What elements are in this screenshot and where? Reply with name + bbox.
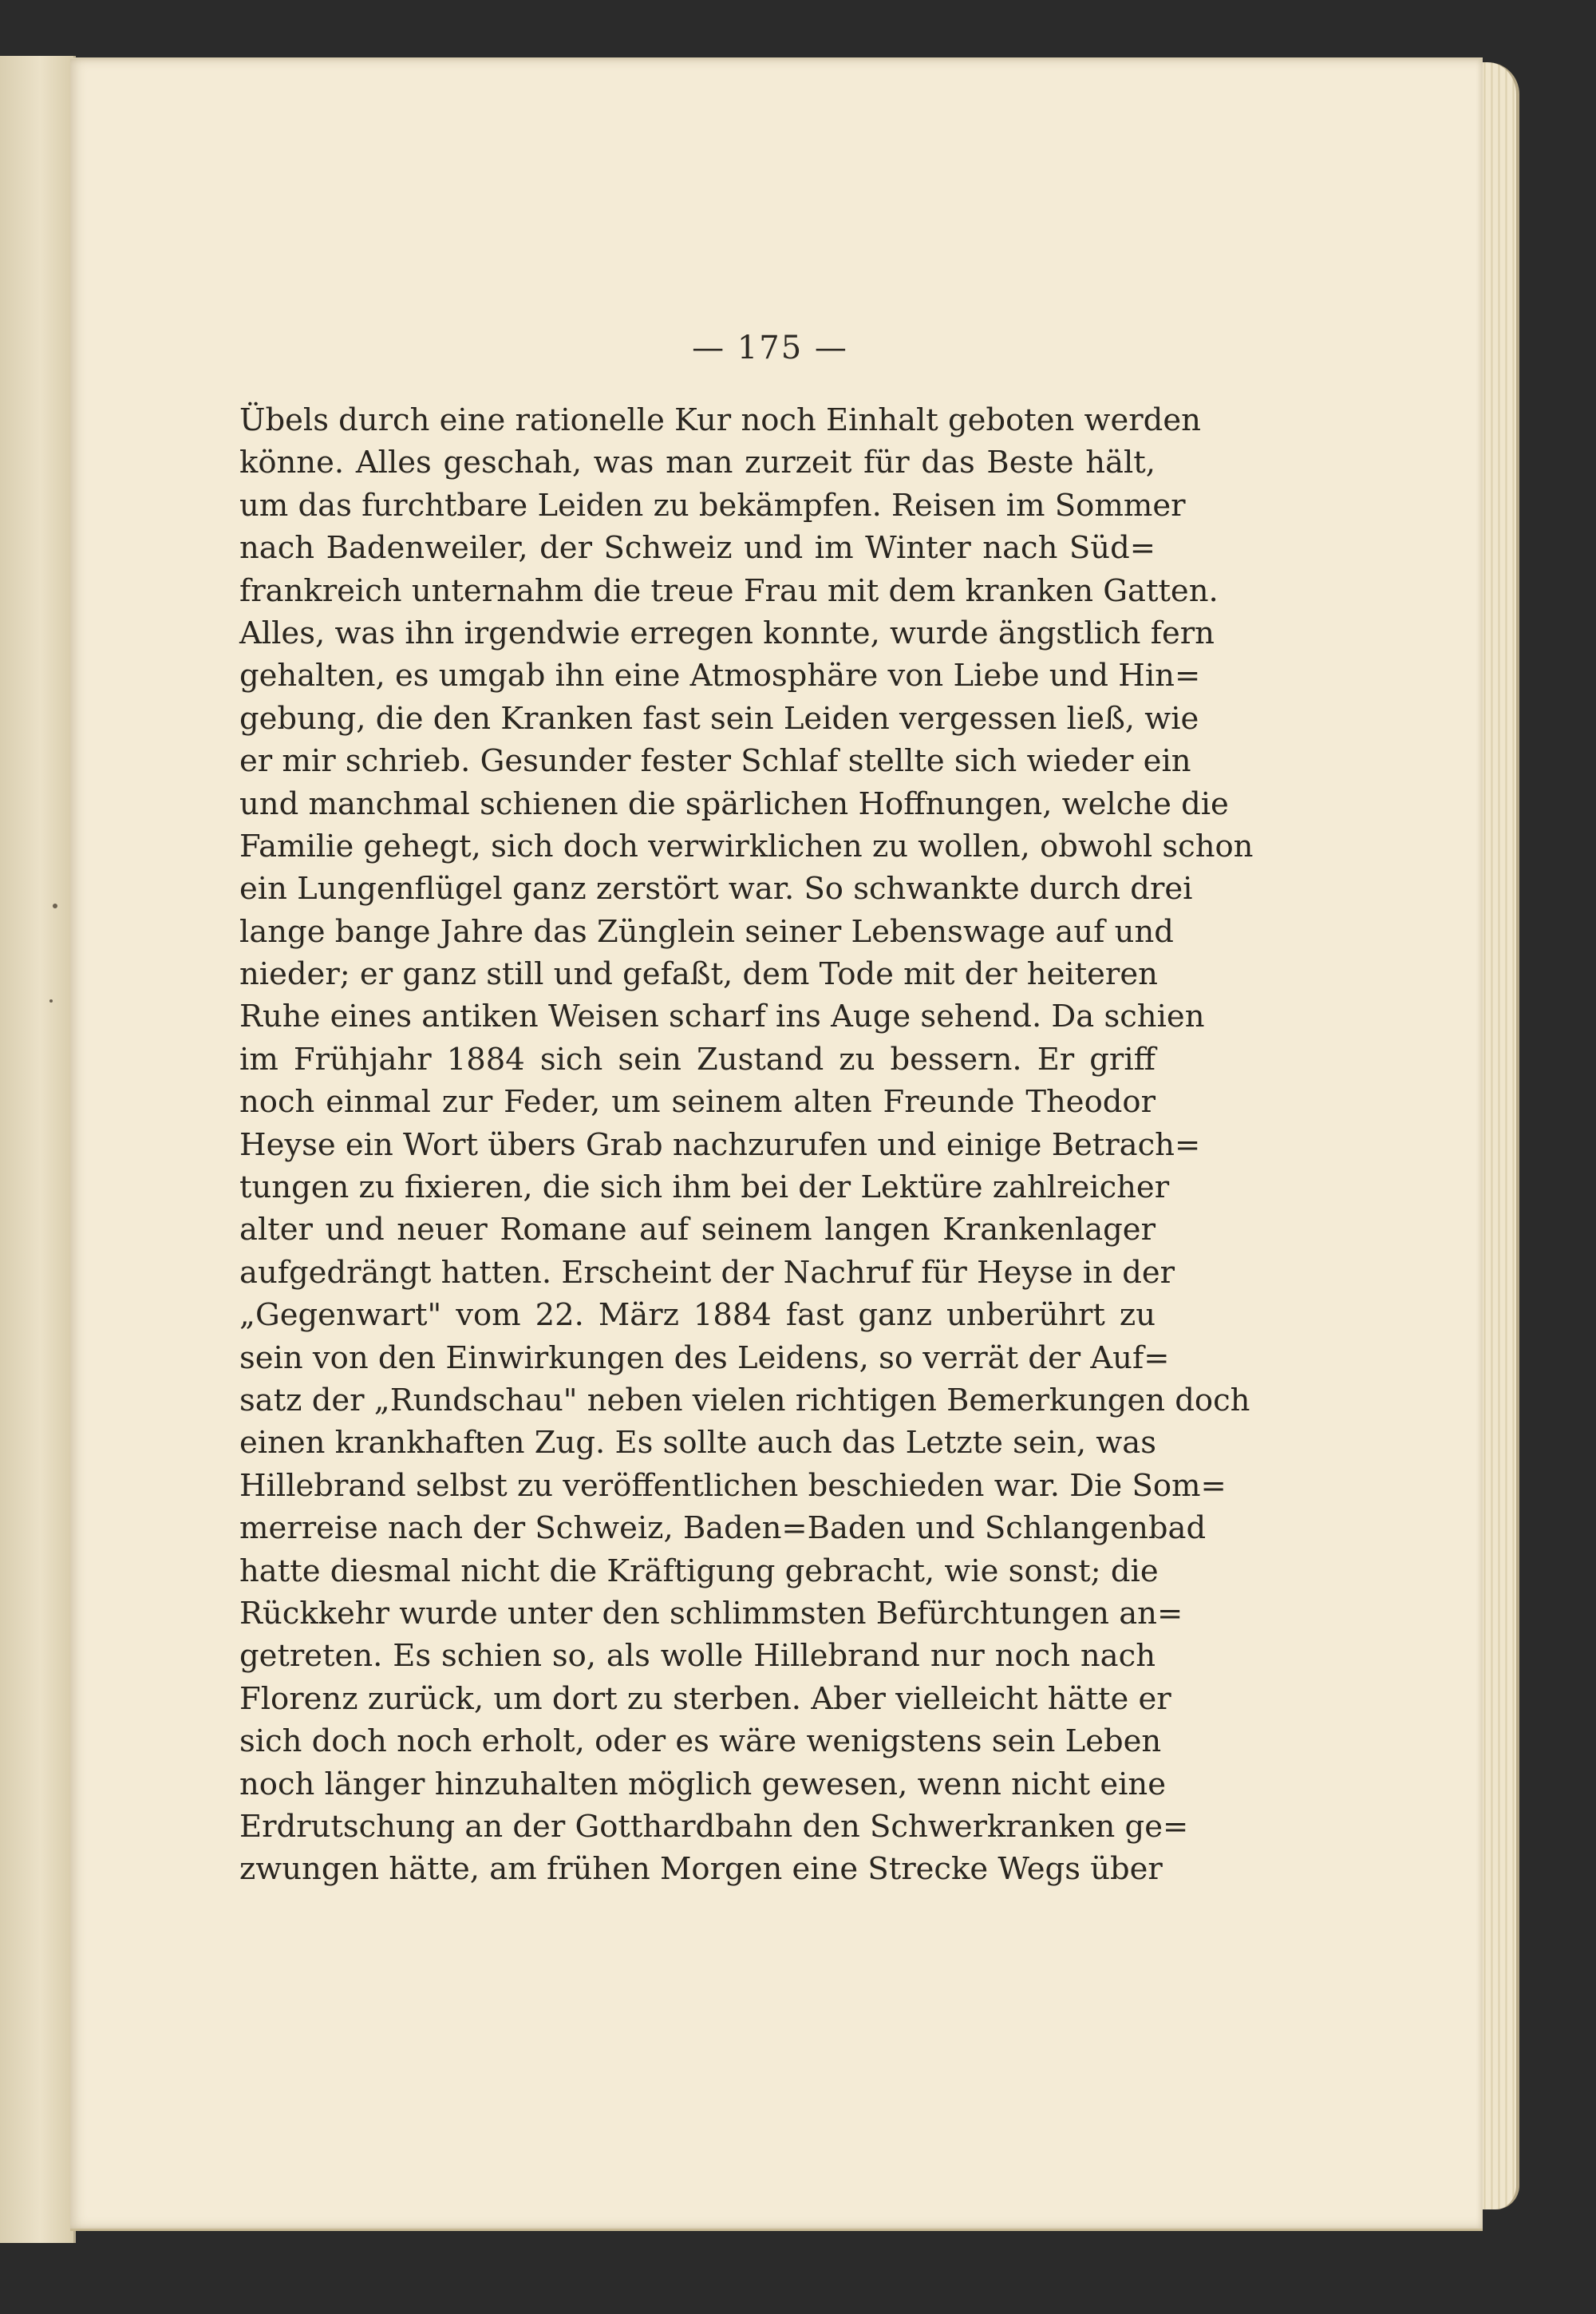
text-line: um das furchtbare Leiden zu bekämpfen. Reisen im Sommer: [239, 487, 1186, 524]
text-line: sich doch noch erholt, oder es wäre wenigstens sein Leben: [239, 1723, 1162, 1760]
text-line: satz der „Rundschau" neben vielen richtigen Bemerkungen doch: [239, 1382, 1250, 1418]
text-line: merreise nach der Schweiz, Baden=Baden und Schlangenbad: [239, 1510, 1207, 1547]
text-line: frankreich unternahm die treue Frau mit dem kranken Gatten.: [239, 572, 1219, 609]
text-line: noch einmal zur Feder, um seinem alten Freunde Theodor: [239, 1084, 1156, 1121]
text-line: alter und neuer Romane auf seinem langen Krankenlager: [239, 1212, 1156, 1248]
text-line: Hillebrand selbst zu veröffentlichen beschieden war. Die Som=: [239, 1467, 1227, 1504]
text-line: Heyse ein Wort übers Grab nachzurufen und einige Betrach=: [239, 1126, 1201, 1163]
text-line: ein Lungenflügel ganz zerstört war. So schwankte durch drei: [239, 871, 1193, 908]
text-line: im Frühjahr 1884 sich sein Zustand zu bessern. Er griff: [239, 1041, 1156, 1078]
text-line: und manchmal schienen die spärlichen Hoffnungen, welche die: [239, 785, 1229, 822]
text-line: Rückkehr wurde unter den schlimmsten Befürchtungen an=: [239, 1595, 1183, 1632]
text-line: könne. Alles geschah, was man zurzeit für das Beste hält,: [239, 445, 1156, 481]
text-line: Übels durch eine rationelle Kur noch Einhalt geboten werden: [239, 402, 1201, 438]
text-line: nach Badenweiler, der Schweiz und im Winter nach Süd=: [239, 530, 1156, 567]
text-line: Ruhe eines antiken Weisen scharf ins Auge sehend. Da schien: [239, 999, 1205, 1035]
text-line: nieder; er ganz still und gefaßt, dem Tode mit der heiteren: [239, 956, 1158, 993]
page-number: — 175 —: [692, 330, 848, 366]
margin-mark: [53, 904, 57, 908]
text-line: Erdrutschung an der Gotthardbahn den Schwerkranken ge=: [239, 1808, 1189, 1845]
text-line: aufgedrängt hatten. Erscheint der Nachruf für Heyse in der: [239, 1254, 1175, 1291]
text-line: sein von den Einwirkungen des Leidens, so verrät der Auf=: [239, 1339, 1170, 1376]
body-text: [239, 399, 1254, 1891]
text-line: Familie gehegt, sich doch verwirklichen zu wollen, obwohl schon: [239, 828, 1254, 864]
margin-mark: [49, 999, 53, 1003]
text-line: noch länger hinzuhalten möglich gewesen, wenn nicht eine: [239, 1766, 1166, 1802]
previous-page-edge: [0, 56, 76, 2243]
text-line: einen krankhaften Zug. Es sollte auch das Letzte sein, was: [239, 1425, 1156, 1462]
text-line: tungen zu fixieren, die sich ihm bei der Lektüre zahlreicher: [239, 1169, 1170, 1206]
text-line: getreten. Es schien so, als wolle Hillebrand nur noch nach: [239, 1638, 1156, 1675]
text-line: lange bange Jahre das Zünglein seiner Lebenswage auf und: [239, 913, 1174, 950]
text-line: „Gegenwart" vom 22. März 1884 fast ganz unberührt zu: [239, 1297, 1156, 1334]
text-line: Alles, was ihn irgendwie erregen konnte, wurde ängstlich fern: [239, 615, 1215, 651]
text-line: zwungen hätte, am frühen Morgen eine Strecke Wegs über: [239, 1851, 1163, 1888]
text-line: er mir schrieb. Gesunder fester Schlaf stellte sich wieder ein: [239, 743, 1191, 780]
text-line: Florenz zurück, um dort zu sterben. Aber vielleicht hätte er: [239, 1680, 1171, 1717]
text-line: hatte diesmal nicht die Kräftigung gebracht, wie sonst; die: [239, 1553, 1159, 1589]
text-line: gebung, die den Kranken fast sein Leiden vergessen ließ, wie: [239, 700, 1199, 737]
text-line: gehalten, es umgab ihn eine Atmosphäre von Liebe und Hin=: [239, 658, 1201, 694]
